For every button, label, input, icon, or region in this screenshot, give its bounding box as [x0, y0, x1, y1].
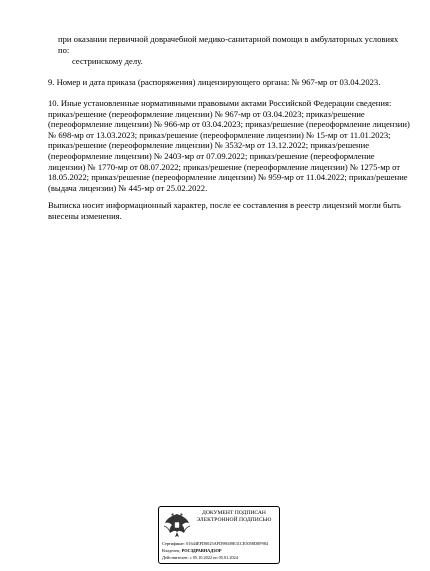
disclaimer-paragraph: Выписка носит информационный характер, после ее составления в реестр лицензий могли быть внесены изменения. [48, 200, 401, 221]
stamp-validity [162, 554, 280, 561]
stamp-title-line2: ЭЛЕКТРОННОЙ ПОДПИСЬЮ [196, 517, 272, 523]
intro-text-line2: сестринскому делу. [72, 56, 143, 66]
electronic-signature-stamp [158, 506, 280, 564]
intro-text-line1: при оказании первичной доврачебной медико-санитарной помощи в амбулаторных условиях по: [58, 34, 399, 55]
valid-value: с 05.10.2022 по 05.01.2024 [189, 555, 238, 560]
stamp-title-line1: ДОКУМЕНТ ПОДПИСАН [202, 510, 266, 516]
coat-of-arms-icon [162, 510, 192, 540]
owner-value: РОСЗДРАВНАДЗОР [181, 548, 222, 553]
stamp-owner [162, 547, 280, 554]
certificate-label: Сертификат: [162, 541, 186, 546]
certificate-value: 01644EFD0025AFD98049E31CE5058D8F984 [186, 541, 269, 546]
stamp-details [162, 540, 280, 561]
section-9-paragraph: 9. Номер и дата приказа (распоряжения) лицензирующего органа: № 967-мр от 03.04.2023. [48, 77, 381, 87]
owner-label: Владелец: [162, 548, 181, 553]
section-10-paragraph: 10. Иные установленные нормативными правовыми актами Российской Федерации сведения: приказ/решение (переоформление лицензии) № 967-мр от 03.04.2023; приказ/решение (переоформление лицензии) № 966-мр от 03.04.2023; приказ/решение (переоформление лицензии) № 698-мр от 13.03.2023; приказ/решение (переоформление лицензии) № 15-мр от 11.01.2023; приказ/решение (переоформление лицензии) № 3532-мр от 13.12.2022; приказ/решение (переоформление лицензии) № 2403-мр от 07.09.2022; приказ/решение (переоформление лицензии) № 1770-мр от 08.07.2022; приказ/решение (переоформление лицензии) № 1275-мр от 18.05.2022; приказ/решение (переоформление лицензии) № 959-мр от 11.04.2022; приказ/решение (выдача лицензии) № 445-мр от 25.02.2022. [48, 98, 410, 193]
stamp-certificate [162, 540, 280, 547]
valid-label: Действителен: [162, 555, 189, 560]
